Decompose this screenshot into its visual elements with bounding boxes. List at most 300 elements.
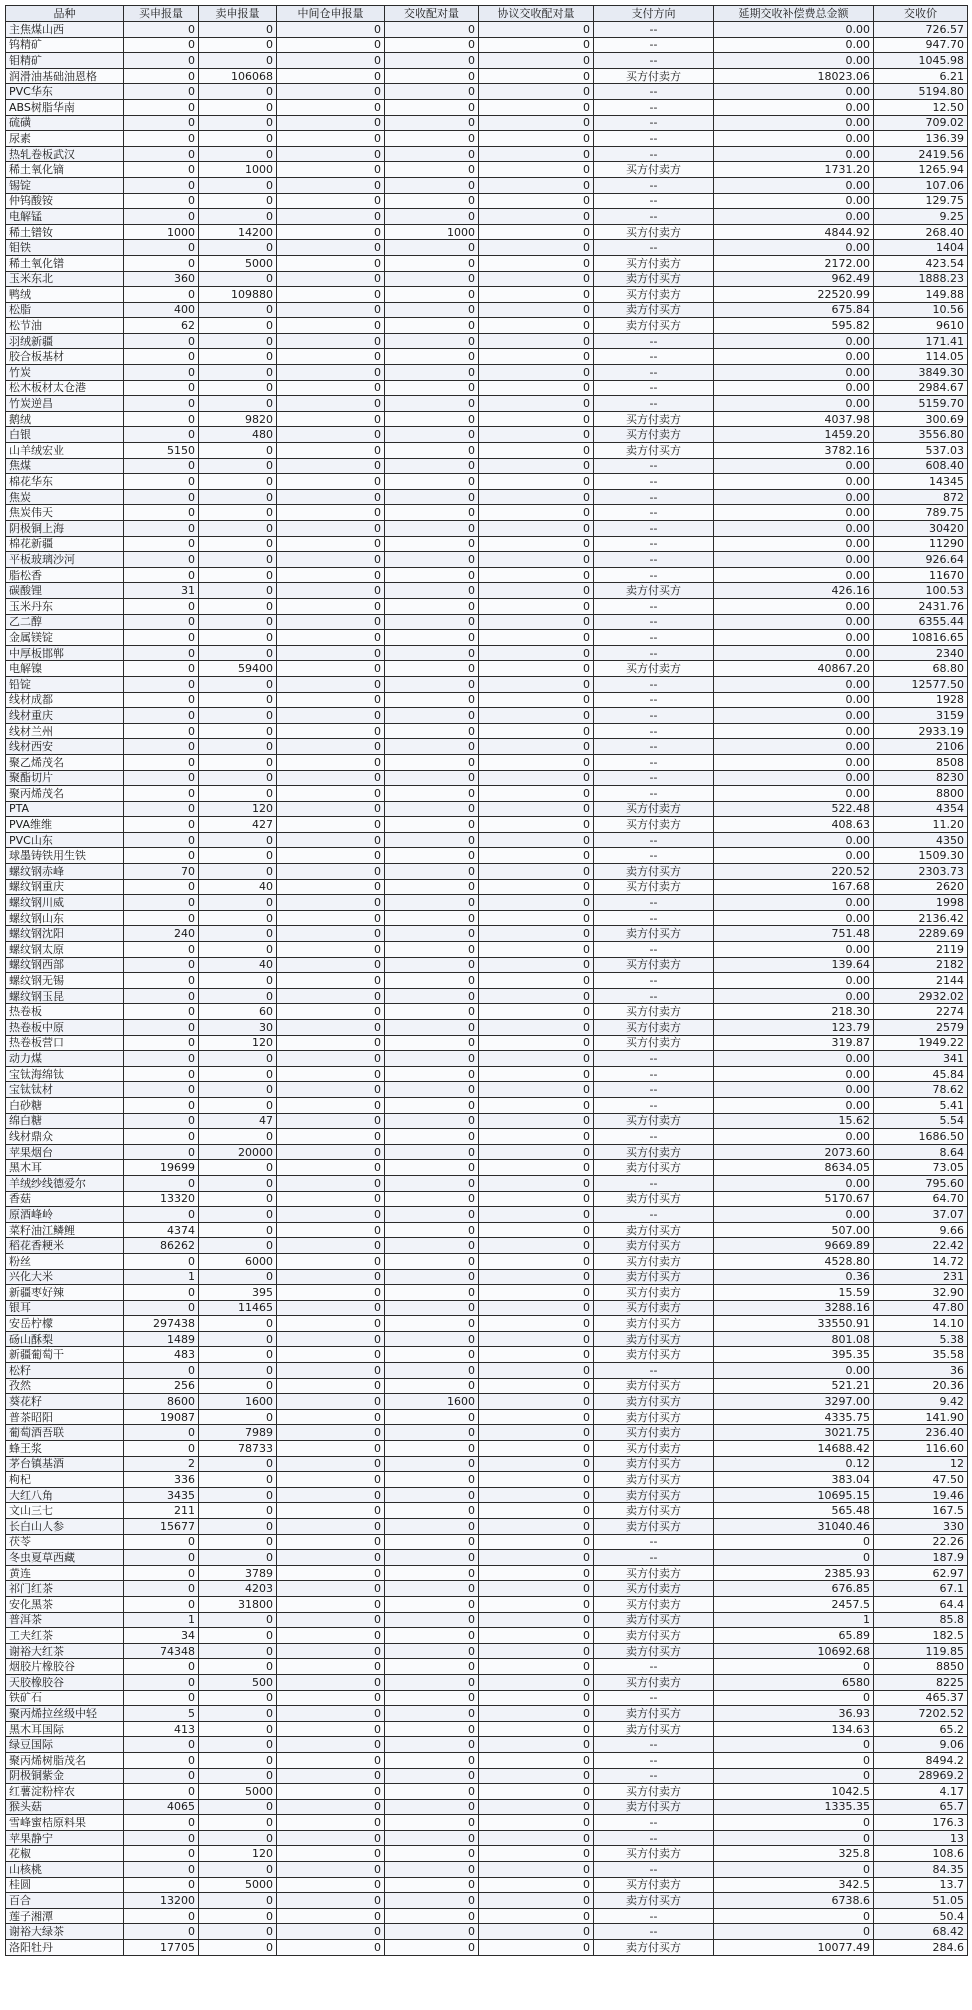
payment-direction-cell: 卖方付买方 <box>594 1191 714 1207</box>
delivery-price-cell: 5.41 <box>874 1097 968 1113</box>
sell-declared-cell: 0 <box>199 396 277 412</box>
sell-declared-cell: 0 <box>199 1815 277 1831</box>
sell-declared-cell: 427 <box>199 817 277 833</box>
agreement-matched-cell: 0 <box>479 942 594 958</box>
header-row <box>6 6 968 22</box>
payment-direction-cell: -- <box>594 209 714 225</box>
sell-declared-cell: 0 <box>199 1082 277 1098</box>
product-cell: 粉丝 <box>6 1253 124 1269</box>
delivery-matched-cell: 0 <box>385 708 479 724</box>
delivery-price-cell: 10.56 <box>874 302 968 318</box>
product-cell: 铅锭 <box>6 676 124 692</box>
delivery-matched-cell: 0 <box>385 37 479 53</box>
sell-declared-cell: 0 <box>199 177 277 193</box>
agreement-matched-cell: 0 <box>479 692 594 708</box>
delivery-matched-cell: 0 <box>385 1893 479 1909</box>
payment-direction-cell: 卖方付买方 <box>594 1409 714 1425</box>
delivery-matched-cell: 0 <box>385 957 479 973</box>
buy-declared-cell: 3435 <box>124 1487 199 1503</box>
product-cell: 普茶昭阳 <box>6 1409 124 1425</box>
buy-declared-cell: 0 <box>124 957 199 973</box>
intermediate-declared-cell: 0 <box>277 255 385 271</box>
agreement-matched-cell: 0 <box>479 68 594 84</box>
deferred-compensation-cell: 8634.05 <box>714 1160 874 1176</box>
delivery-matched-cell: 0 <box>385 910 479 926</box>
delivery-matched-cell: 0 <box>385 1378 479 1394</box>
agreement-matched-cell: 0 <box>479 1737 594 1753</box>
product-cell: 蜂王浆 <box>6 1441 124 1457</box>
payment-direction-cell: 买方付卖方 <box>594 68 714 84</box>
table-row <box>6 349 968 365</box>
payment-direction-cell: 买方付卖方 <box>594 801 714 817</box>
intermediate-declared-cell: 0 <box>277 661 385 677</box>
intermediate-declared-cell: 0 <box>277 37 385 53</box>
intermediate-declared-cell: 0 <box>277 1768 385 1784</box>
delivery-price-cell: 73.05 <box>874 1160 968 1176</box>
delivery-price-cell: 423.54 <box>874 255 968 271</box>
agreement-matched-cell: 0 <box>479 177 594 193</box>
buy-declared-cell: 0 <box>124 1752 199 1768</box>
buy-declared-cell: 0 <box>124 209 199 225</box>
delivery-price-cell: 67.1 <box>874 1581 968 1597</box>
buy-declared-cell: 13200 <box>124 1893 199 1909</box>
product-cell: 文山三七 <box>6 1503 124 1519</box>
product-cell: 桂圆 <box>6 1877 124 1893</box>
delivery-price-cell: 1998 <box>874 895 968 911</box>
table-row <box>6 754 968 770</box>
intermediate-declared-cell: 0 <box>277 1799 385 1815</box>
delivery-matched-cell: 0 <box>385 427 479 443</box>
deferred-compensation-cell: 0.00 <box>714 177 874 193</box>
product-cell: 苹果烟台 <box>6 1144 124 1160</box>
delivery-matched-cell: 0 <box>385 1175 479 1191</box>
delivery-price-cell: 268.40 <box>874 224 968 240</box>
delivery-price-cell: 149.88 <box>874 287 968 303</box>
deferred-compensation-cell: 5170.67 <box>714 1191 874 1207</box>
table-row <box>6 1035 968 1051</box>
delivery-price-cell: 7202.52 <box>874 1706 968 1722</box>
delivery-price-cell: 100.53 <box>874 583 968 599</box>
table-row <box>6 1347 968 1363</box>
intermediate-declared-cell: 0 <box>277 1659 385 1675</box>
deferred-compensation-cell: 325.8 <box>714 1846 874 1862</box>
delivery-matched-cell: 0 <box>385 193 479 209</box>
product-cell: 松籽 <box>6 1363 124 1379</box>
sell-declared-cell: 0 <box>199 1519 277 1535</box>
table-row <box>6 957 968 973</box>
sell-declared-cell: 5000 <box>199 1877 277 1893</box>
buy-declared-cell: 1489 <box>124 1331 199 1347</box>
buy-declared-cell: 400 <box>124 302 199 318</box>
table-row <box>6 1113 968 1129</box>
table-row <box>6 723 968 739</box>
payment-direction-cell: 卖方付买方 <box>594 271 714 287</box>
deferred-compensation-cell: 2073.60 <box>714 1144 874 1160</box>
intermediate-declared-cell: 0 <box>277 505 385 521</box>
payment-direction-cell: -- <box>594 53 714 69</box>
deferred-compensation-cell: 123.79 <box>714 1020 874 1036</box>
buy-declared-cell: 0 <box>124 645 199 661</box>
deferred-compensation-cell: 0.00 <box>714 942 874 958</box>
payment-direction-cell: -- <box>594 786 714 802</box>
payment-direction-cell: 买方付卖方 <box>594 817 714 833</box>
sell-declared-cell: 0 <box>199 302 277 318</box>
table-row <box>6 380 968 396</box>
agreement-matched-cell: 0 <box>479 1472 594 1488</box>
intermediate-declared-cell: 0 <box>277 864 385 880</box>
delivery-matched-cell: 0 <box>385 1144 479 1160</box>
delivery-matched-cell: 0 <box>385 1253 479 1269</box>
delivery-matched-cell: 0 <box>385 1441 479 1457</box>
intermediate-declared-cell: 0 <box>277 1784 385 1800</box>
table-row <box>6 567 968 583</box>
table-row <box>6 848 968 864</box>
delivery-price-cell: 2340 <box>874 645 968 661</box>
agreement-matched-cell: 0 <box>479 1487 594 1503</box>
deferred-compensation-cell: 0.00 <box>714 1129 874 1145</box>
deferred-compensation-cell: 1335.35 <box>714 1799 874 1815</box>
sell-declared-cell: 0 <box>199 1347 277 1363</box>
sell-declared-cell: 0 <box>199 380 277 396</box>
intermediate-declared-cell: 0 <box>277 1565 385 1581</box>
sell-declared-cell: 0 <box>199 552 277 568</box>
agreement-matched-cell: 0 <box>479 1020 594 1036</box>
buy-declared-cell: 0 <box>124 427 199 443</box>
product-cell: 线材成都 <box>6 692 124 708</box>
buy-declared-cell: 74348 <box>124 1643 199 1659</box>
delivery-matched-cell: 0 <box>385 1207 479 1223</box>
buy-declared-cell: 0 <box>124 1300 199 1316</box>
buy-declared-cell: 0 <box>124 1175 199 1191</box>
agreement-matched-cell: 0 <box>479 1908 594 1924</box>
deferred-compensation-cell: 0.00 <box>714 240 874 256</box>
delivery-matched-cell: 0 <box>385 255 479 271</box>
buy-declared-cell: 15677 <box>124 1519 199 1535</box>
buy-declared-cell: 0 <box>124 22 199 38</box>
buy-declared-cell: 0 <box>124 692 199 708</box>
deferred-compensation-cell: 507.00 <box>714 1222 874 1238</box>
intermediate-declared-cell: 0 <box>277 131 385 147</box>
delivery-price-cell: 8225 <box>874 1674 968 1690</box>
agreement-matched-cell: 0 <box>479 474 594 490</box>
intermediate-declared-cell: 0 <box>277 1285 385 1301</box>
table-row <box>6 1768 968 1784</box>
product-cell: 热轧卷板武汉 <box>6 146 124 162</box>
intermediate-declared-cell: 0 <box>277 957 385 973</box>
delivery-price-cell: 167.5 <box>874 1503 968 1519</box>
table-row <box>6 287 968 303</box>
delivery-matched-cell: 0 <box>385 645 479 661</box>
product-cell: PTA <box>6 801 124 817</box>
intermediate-declared-cell: 0 <box>277 1721 385 1737</box>
buy-declared-cell: 0 <box>124 380 199 396</box>
agreement-matched-cell: 0 <box>479 1690 594 1706</box>
intermediate-declared-cell: 0 <box>277 1316 385 1332</box>
agreement-matched-cell: 0 <box>479 708 594 724</box>
deferred-compensation-cell: 0.00 <box>714 521 874 537</box>
deferred-compensation-cell: 0 <box>714 1830 874 1846</box>
agreement-matched-cell: 0 <box>479 458 594 474</box>
agreement-matched-cell: 0 <box>479 505 594 521</box>
product-cell: 宝钛钛材 <box>6 1082 124 1098</box>
product-cell: 乙二醇 <box>6 614 124 630</box>
delivery-price-cell: 1404 <box>874 240 968 256</box>
intermediate-declared-cell: 0 <box>277 598 385 614</box>
intermediate-declared-cell: 0 <box>277 1628 385 1644</box>
deferred-compensation-cell: 595.82 <box>714 318 874 334</box>
buy-declared-cell: 240 <box>124 926 199 942</box>
buy-declared-cell: 0 <box>124 988 199 1004</box>
sell-declared-cell: 0 <box>199 1908 277 1924</box>
buy-declared-cell: 1 <box>124 1612 199 1628</box>
payment-direction-cell: 卖方付买方 <box>594 1799 714 1815</box>
sell-declared-cell: 0 <box>199 692 277 708</box>
intermediate-declared-cell: 0 <box>277 1456 385 1472</box>
delivery-price-cell: 116.60 <box>874 1441 968 1457</box>
intermediate-declared-cell: 0 <box>277 552 385 568</box>
sell-declared-cell: 0 <box>199 1378 277 1394</box>
sell-declared-cell: 0 <box>199 1331 277 1347</box>
table-row <box>6 255 968 271</box>
sell-declared-cell: 0 <box>199 1363 277 1379</box>
sell-declared-cell: 0 <box>199 832 277 848</box>
payment-direction-cell: -- <box>594 1363 714 1379</box>
deferred-compensation-cell: 0.00 <box>714 380 874 396</box>
table-row <box>6 1581 968 1597</box>
delivery-matched-cell: 0 <box>385 739 479 755</box>
sell-declared-cell: 120 <box>199 1035 277 1051</box>
deferred-compensation-cell: 0.00 <box>714 146 874 162</box>
payment-direction-cell: 买方付卖方 <box>594 957 714 973</box>
buy-declared-cell: 0 <box>124 879 199 895</box>
agreement-matched-cell: 0 <box>479 84 594 100</box>
sell-declared-cell: 0 <box>199 1799 277 1815</box>
payment-direction-cell: 卖方付买方 <box>594 1643 714 1659</box>
intermediate-declared-cell: 0 <box>277 1581 385 1597</box>
sell-declared-cell: 0 <box>199 1659 277 1675</box>
product-cell: 猴头菇 <box>6 1799 124 1815</box>
delivery-matched-cell: 0 <box>385 1160 479 1176</box>
deferred-compensation-cell: 3782.16 <box>714 443 874 459</box>
product-cell: 葡萄酒吾联 <box>6 1425 124 1441</box>
product-cell: 稀土镨钕 <box>6 224 124 240</box>
delivery-matched-cell: 1600 <box>385 1394 479 1410</box>
intermediate-declared-cell: 0 <box>277 1191 385 1207</box>
buy-declared-cell: 0 <box>124 396 199 412</box>
table-row <box>6 598 968 614</box>
sell-declared-cell: 0 <box>199 1160 277 1176</box>
deferred-compensation-cell: 0.36 <box>714 1269 874 1285</box>
agreement-matched-cell: 0 <box>479 583 594 599</box>
payment-direction-cell: 卖方付买方 <box>594 1519 714 1535</box>
delivery-price-cell: 22.26 <box>874 1534 968 1550</box>
sell-declared-cell: 0 <box>199 1924 277 1940</box>
table-row <box>6 1893 968 1909</box>
deferred-compensation-cell: 2172.00 <box>714 255 874 271</box>
delivery-price-cell: 4354 <box>874 801 968 817</box>
delivery-matched-cell: 0 <box>385 1097 479 1113</box>
delivery-matched-cell: 0 <box>385 770 479 786</box>
table-row <box>6 1487 968 1503</box>
delivery-price-cell: 2984.67 <box>874 380 968 396</box>
buy-declared-cell: 0 <box>124 240 199 256</box>
deferred-compensation-cell: 0.00 <box>714 567 874 583</box>
payment-direction-cell: 买方付卖方 <box>594 1565 714 1581</box>
delivery-price-cell: 2144 <box>874 973 968 989</box>
product-cell: 松木板材太仓港 <box>6 380 124 396</box>
delivery-price-cell: 12577.50 <box>874 676 968 692</box>
product-cell: 热卷板中原 <box>6 1020 124 1036</box>
table-row <box>6 1519 968 1535</box>
delivery-matched-cell: 0 <box>385 505 479 521</box>
table-row <box>6 1378 968 1394</box>
table-row <box>6 99 968 115</box>
buy-declared-cell: 0 <box>124 521 199 537</box>
sell-declared-cell: 40 <box>199 957 277 973</box>
payment-direction-cell: -- <box>594 99 714 115</box>
sell-declared-cell: 0 <box>199 505 277 521</box>
product-cell: 祁门红茶 <box>6 1581 124 1597</box>
delivery-matched-cell: 0 <box>385 1129 479 1145</box>
buy-declared-cell: 0 <box>124 723 199 739</box>
intermediate-declared-cell: 0 <box>277 1394 385 1410</box>
sell-declared-cell: 0 <box>199 786 277 802</box>
col-header-buy-declared: 买申报量 <box>124 6 199 22</box>
agreement-matched-cell: 0 <box>479 1300 594 1316</box>
product-cell: 钼精矿 <box>6 53 124 69</box>
intermediate-declared-cell: 0 <box>277 1004 385 1020</box>
buy-declared-cell: 483 <box>124 1347 199 1363</box>
buy-declared-cell: 0 <box>124 458 199 474</box>
table-row <box>6 84 968 100</box>
table-row <box>6 1363 968 1379</box>
agreement-matched-cell: 0 <box>479 443 594 459</box>
deferred-compensation-cell: 1459.20 <box>714 427 874 443</box>
intermediate-declared-cell: 0 <box>277 84 385 100</box>
buy-declared-cell: 0 <box>124 1690 199 1706</box>
buy-declared-cell: 17705 <box>124 1940 199 1956</box>
table-row <box>6 988 968 1004</box>
table-row <box>6 1752 968 1768</box>
sell-declared-cell: 0 <box>199 1830 277 1846</box>
delivery-matched-cell: 0 <box>385 1051 479 1067</box>
intermediate-declared-cell: 0 <box>277 1051 385 1067</box>
agreement-matched-cell: 0 <box>479 427 594 443</box>
sell-declared-cell: 0 <box>199 1222 277 1238</box>
sell-declared-cell: 0 <box>199 973 277 989</box>
payment-direction-cell: 卖方付买方 <box>594 1628 714 1644</box>
col-header-delivery-matched: 交收配对量 <box>385 6 479 22</box>
table-row <box>6 1238 968 1254</box>
product-cell: ABS树脂华南 <box>6 99 124 115</box>
buy-declared-cell: 336 <box>124 1472 199 1488</box>
buy-declared-cell: 34 <box>124 1628 199 1644</box>
agreement-matched-cell: 0 <box>479 1581 594 1597</box>
delivery-matched-cell: 0 <box>385 1940 479 1956</box>
payment-direction-cell: 卖方付买方 <box>594 1487 714 1503</box>
sell-declared-cell: 0 <box>199 115 277 131</box>
payment-direction-cell: 卖方付买方 <box>594 1378 714 1394</box>
deferred-compensation-cell: 395.35 <box>714 1347 874 1363</box>
intermediate-declared-cell: 0 <box>277 1222 385 1238</box>
payment-direction-cell: -- <box>594 131 714 147</box>
intermediate-declared-cell: 0 <box>277 1706 385 1722</box>
delivery-matched-cell: 0 <box>385 1519 479 1535</box>
payment-direction-cell: 卖方付买方 <box>594 443 714 459</box>
table-row <box>6 786 968 802</box>
payment-direction-cell: -- <box>594 177 714 193</box>
table-row <box>6 1908 968 1924</box>
product-cell: 孜然 <box>6 1378 124 1394</box>
delivery-price-cell: 45.84 <box>874 1066 968 1082</box>
product-cell: 黑木耳 <box>6 1160 124 1176</box>
agreement-matched-cell: 0 <box>479 115 594 131</box>
delivery-price-cell: 12 <box>874 1456 968 1472</box>
sell-declared-cell: 120 <box>199 801 277 817</box>
table-row <box>6 942 968 958</box>
intermediate-declared-cell: 0 <box>277 1378 385 1394</box>
delivery-price-cell: 3849.30 <box>874 365 968 381</box>
sell-declared-cell: 0 <box>199 99 277 115</box>
delivery-matched-cell: 0 <box>385 287 479 303</box>
deferred-compensation-cell: 220.52 <box>714 864 874 880</box>
agreement-matched-cell: 0 <box>479 99 594 115</box>
buy-declared-cell: 0 <box>124 1862 199 1878</box>
payment-direction-cell: 买方付卖方 <box>594 1113 714 1129</box>
sell-declared-cell: 0 <box>199 1207 277 1223</box>
intermediate-declared-cell: 0 <box>277 942 385 958</box>
delivery-price-cell: 2419.56 <box>874 146 968 162</box>
buy-declared-cell: 0 <box>124 1815 199 1831</box>
sell-declared-cell: 0 <box>199 37 277 53</box>
sell-declared-cell: 0 <box>199 1269 277 1285</box>
agreement-matched-cell: 0 <box>479 614 594 630</box>
buy-declared-cell: 0 <box>124 770 199 786</box>
table-row <box>6 1394 968 1410</box>
sell-declared-cell: 0 <box>199 583 277 599</box>
table-row <box>6 1721 968 1737</box>
buy-declared-cell: 0 <box>124 1596 199 1612</box>
payment-direction-cell: -- <box>594 146 714 162</box>
delivery-matched-cell: 0 <box>385 521 479 537</box>
agreement-matched-cell: 0 <box>479 1628 594 1644</box>
delivery-matched-cell: 0 <box>385 1300 479 1316</box>
payment-direction-cell: 卖方付买方 <box>594 1316 714 1332</box>
payment-direction-cell: 卖方付买方 <box>594 1940 714 1956</box>
delivery-matched-cell: 0 <box>385 1877 479 1893</box>
sell-declared-cell: 0 <box>199 645 277 661</box>
agreement-matched-cell: 0 <box>479 567 594 583</box>
product-cell: 主焦煤山西 <box>6 22 124 38</box>
product-cell: 砀山酥梨 <box>6 1331 124 1347</box>
delivery-price-cell: 11.20 <box>874 817 968 833</box>
delivery-price-cell: 6355.44 <box>874 614 968 630</box>
delivery-matched-cell: 0 <box>385 598 479 614</box>
buy-declared-cell: 0 <box>124 505 199 521</box>
delivery-price-cell: 1509.30 <box>874 848 968 864</box>
sell-declared-cell: 0 <box>199 1768 277 1784</box>
intermediate-declared-cell: 0 <box>277 427 385 443</box>
deferred-compensation-cell: 22520.99 <box>714 287 874 303</box>
delivery-price-cell: 22.42 <box>874 1238 968 1254</box>
product-cell: 原酒峰岭 <box>6 1207 124 1223</box>
delivery-matched-cell: 0 <box>385 240 479 256</box>
deferred-compensation-cell: 139.64 <box>714 957 874 973</box>
deferred-compensation-cell: 565.48 <box>714 1503 874 1519</box>
product-cell: 苹果静宁 <box>6 1830 124 1846</box>
agreement-matched-cell: 0 <box>479 1004 594 1020</box>
deferred-compensation-cell: 31040.46 <box>714 1519 874 1535</box>
